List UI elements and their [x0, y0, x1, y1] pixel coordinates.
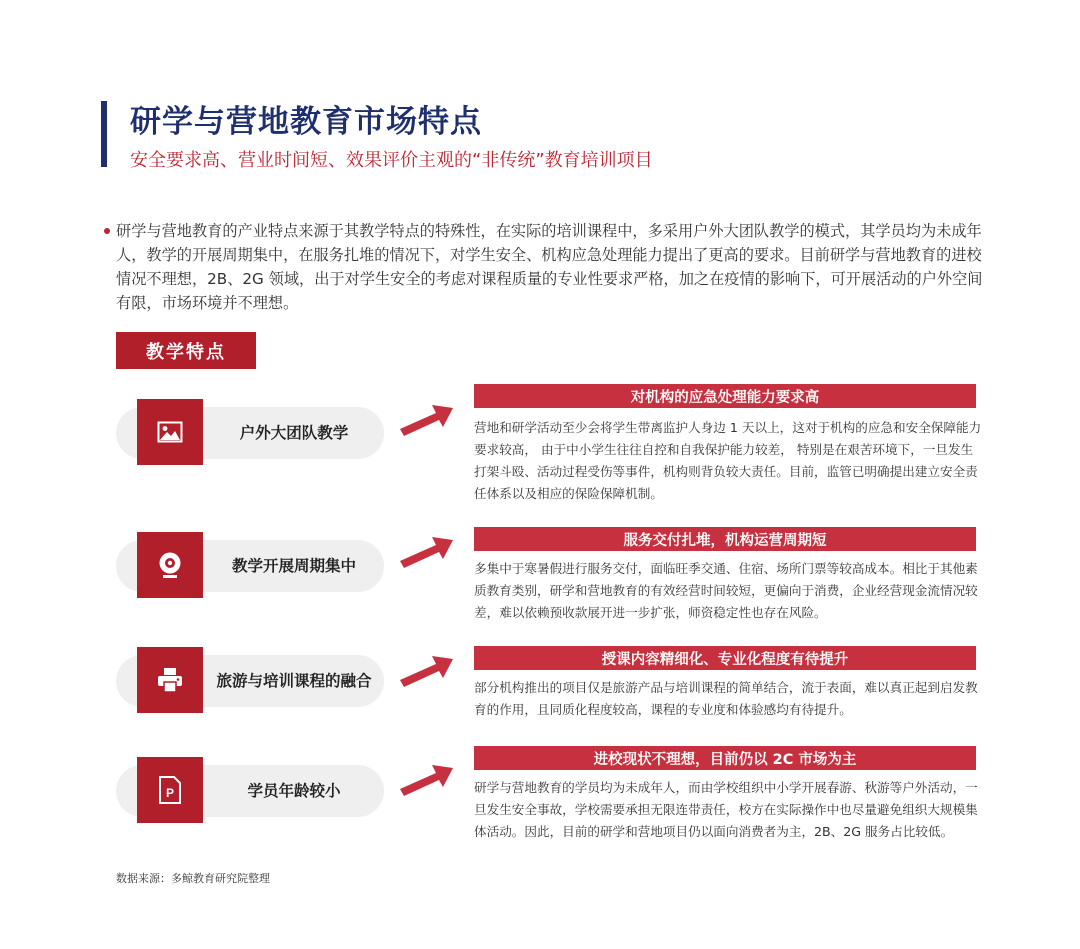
intro-text: 研学与营地教育的产业特点来源于其教学特点的特殊性，在实际的培训课程中，多采用户外大团队教学的模式，其学员均为未成年人，教学的开展周期集中，在服务扎堆的情况下，对学生安全、机构应急处理能力提出了更高的要求。目前研学与营地教育的进校情况不理想，2B、2G 领域，出于对学生安全的考虑对课程质量的专业性要求严格，加之在疫情的影响下，可开展活动的户外空间有限，市场环境并不理想。 — [116, 222, 983, 312]
feature-description: 营地和研学活动至少会将学生带离监护人身边 1 天以上，这对于机构的应急和安全保障能力要求较高， 由于中小学生往往自控和自我保护能力较差， 特别是在艰苦环境下，一旦发生打架斗殴、活动过程受伤等事件，机构则背负较大责任。目前，监管已明确提出建立安全责任体系以及相应的保险保障机制。 — [474, 420, 982, 501]
feature-heading: 进校现状不理想，目前仍以 2C 市场为主 — [474, 746, 976, 770]
feature-description: 部分机构推出的项目仅是旅游产品与培训课程的简单结合，流于表面，难以真正起到启发教育的作用，且同质化程度较高，课程的专业度和体验感均有待提升。 — [474, 680, 978, 717]
webcam-icon — [137, 532, 203, 598]
feature-label: 户外大团队教学 — [239, 424, 349, 442]
title-accent-bar — [101, 101, 107, 167]
page-title: 研学与营地教育市场特点 — [130, 104, 482, 140]
svg-text:P: P — [165, 786, 175, 800]
feature-label: 旅游与培训课程的融合 — [216, 672, 372, 690]
feature-label: 学员年龄较小 — [247, 782, 341, 800]
arrow-right-icon — [398, 758, 454, 798]
printer-icon — [137, 647, 203, 713]
bullet-dot — [104, 228, 110, 234]
image-icon — [137, 399, 203, 465]
arrow-right-icon — [398, 398, 454, 438]
feature-description: 多集中于寒暑假进行服务交付，面临旺季交通、住宿、场所门票等较高成本。相比于其他素质教育类别，研学和营地教育的有效经营时间较短，更偏向于消费，企业经营现金流情况较差，难以依赖预收款展开进一步扩张，师资稳定性也存在风险。 — [474, 561, 978, 620]
document-p-icon — [137, 757, 203, 823]
feature-label: 教学开展周期集中 — [231, 557, 356, 575]
arrow-right-icon — [398, 530, 454, 570]
data-source-note: 数据来源：多鲸教育研究院整理 — [116, 872, 270, 885]
feature-heading: 服务交付扎堆，机构运营周期短 — [474, 527, 976, 551]
feature-description: 研学与营地教育的学员均为未成年人，而由学校组织中小学开展春游、秋游等户外活动，一旦发生安全事故，学校需要承担无限连带责任，校方在实际操作中也尽量避免组织大规模集体活动。因此，目前的研学和营地项目仍以面向消费者为主，2B、2G 服务占比较低。 — [474, 780, 978, 839]
feature-heading: 对机构的应急处理能力要求高 — [474, 384, 976, 408]
arrow-right-icon — [398, 649, 454, 689]
feature-heading: 授课内容精细化、专业化程度有待提升 — [474, 646, 976, 670]
intro-paragraph — [104, 219, 994, 315]
page-subtitle: 安全要求高、营业时间短、效果评价主观的“非传统”教育培训项目 — [130, 150, 653, 171]
section-label: 教学特点 — [116, 332, 256, 369]
